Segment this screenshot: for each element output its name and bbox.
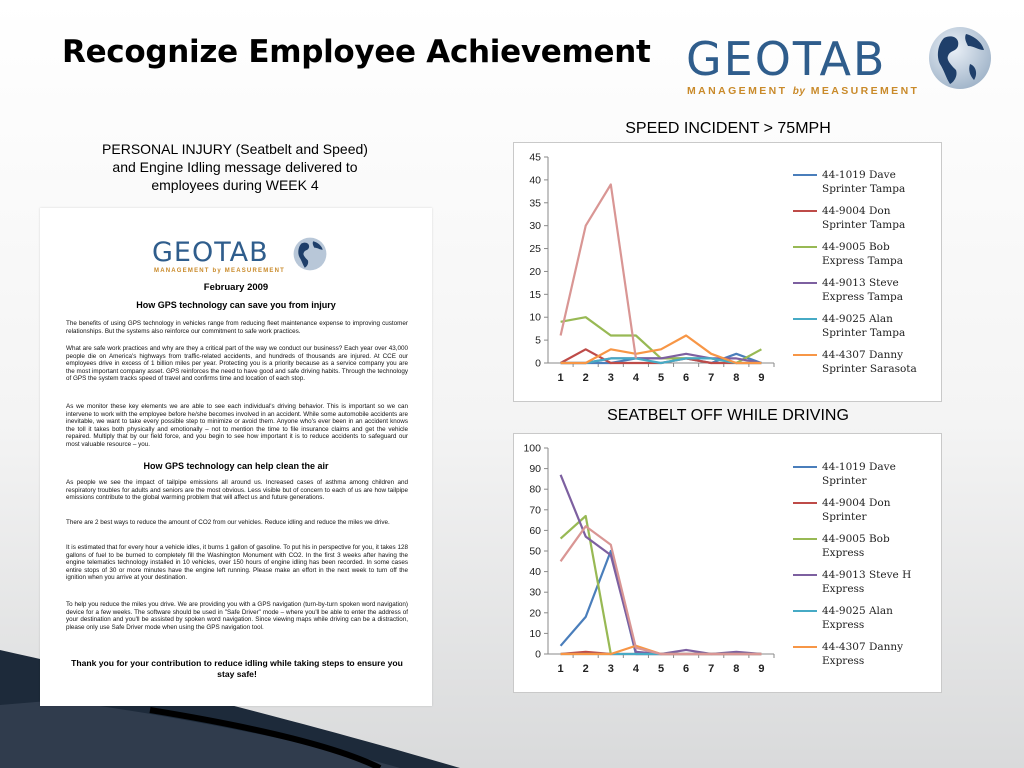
y-tick-label: 60	[529, 524, 541, 537]
legend-label: 44-9025 Alan Sprinter Tampa	[822, 313, 906, 339]
tagline-part: MANAGEMENT	[687, 85, 793, 97]
legend-swatch	[793, 282, 817, 284]
legend-label: 44-1019 Dave Sprinter	[822, 461, 896, 487]
y-tick-label: 10	[529, 311, 541, 324]
x-tick-label: 6	[683, 663, 690, 675]
x-tick-label: 5	[657, 372, 665, 384]
newsletter-paragraph: It is estimated that for every hour a vehicle idles, it burns 1 gallon of gasoline. To put his in perspective for you, it takes 128 gallons of fuel to be burned to completely fill the Washington Monument with CO2. In the first 3 weeks after having the engine telematics technology installed in 10 vehicles, over 150 hours of engine idling has been recorded. In some cases entire stops of 30 or more minutes have the engine left running. Please make an effort in the next week to turn off the ignition when you arrive at your destination.	[66, 544, 408, 582]
x-tick-label: 9	[758, 663, 765, 675]
legend-label: 44-9013 Steve H Express	[822, 569, 912, 595]
y-tick-label: 80	[529, 483, 541, 496]
caption-text: PERSONAL INJURY (Seatbelt and Speed) and Engine Idling message delivered to employees during WEEK 4	[102, 141, 368, 193]
page-title: Recognize Employee Achievement	[62, 34, 651, 70]
chart-legend	[793, 168, 933, 384]
x-tick-label: 8	[733, 663, 740, 675]
newsletter-paragraph: There are 2 best ways to reduce the amount of CO2 from our vehicles. Reduce idling and reduce the miles we drive.	[66, 519, 390, 526]
y-tick-label: 40	[529, 174, 541, 187]
legend-swatch	[793, 538, 817, 540]
x-tick-label: 5	[657, 663, 665, 675]
chart-title-speed: SPEED INCIDENT > 75MPH	[625, 120, 831, 137]
x-tick-label: 3	[607, 372, 614, 384]
newsletter-logo-tagline: MANAGEMENT by MEASUREMENT	[154, 268, 286, 274]
y-tick-label: 70	[529, 504, 541, 517]
y-tick-label: 45	[529, 151, 541, 164]
series-line	[561, 185, 636, 359]
series-line	[561, 551, 762, 654]
speed-incident-chart	[513, 142, 942, 402]
newsletter-paragraph: What are safe work practices and why are they a critical part of the way we conduct our business? Each year over 43,000 people die on America's highways from traffic-related accidents, and hundreds of thousands are injured. At CCE our employees drive in excess of 1 billion miles per year. Protecting you is a priority because as a service company you are the most important company asset. GPS reinforces the need to have good and safe driving habits. Through the technology of GPS the system tracks speed of travel and confirms time and location of each stop.	[66, 345, 408, 383]
legend-label: 44-9005 Bob Express	[822, 533, 890, 559]
y-tick-label: 50	[529, 545, 541, 558]
newsletter-paragraph: As we monitor these key elements we are able to see each individual's driving behavior. This is important so we can intervene to work with the employee before he/she becomes involved in an accident. While some automobile accidents are inevitable, we want to take every possible step to minimize or avoid them. Anyone who's ever been in an accident knows the toll it takes both physically and emotionally – not to mention the time to file insurance claims and get the vehicle repaired. Multiply that by our field force, and you begin to see how important it is to reduce accidents to safeguard our most valuable resource – you.	[66, 403, 408, 448]
legend-swatch	[793, 466, 817, 468]
legend-label: 44-9013 Steve Express Tampa	[822, 277, 904, 303]
legend-swatch	[793, 318, 817, 320]
newsletter-logo-wordmark: GEOTAB	[152, 237, 269, 268]
newsletter-document	[40, 208, 432, 706]
y-tick-label: 5	[535, 334, 541, 347]
tagline-part: MEASUREMENT	[805, 85, 920, 97]
legend-swatch	[793, 574, 817, 576]
chart-legend	[793, 460, 933, 676]
legend-swatch	[793, 354, 817, 356]
x-tick-label: 2	[582, 663, 589, 675]
x-tick-label: 3	[607, 663, 614, 675]
legend-swatch	[793, 610, 817, 612]
legend-label: 44-9025 Alan Express	[822, 605, 893, 631]
legend-label: 44-1019 Dave Sprinter Tampa	[822, 169, 906, 195]
series-line	[561, 475, 762, 654]
x-tick-label: 7	[708, 663, 715, 675]
globe-icon	[926, 24, 994, 92]
seatbelt-chart	[513, 433, 942, 693]
x-tick-label: 6	[683, 372, 690, 384]
y-tick-label: 100	[523, 442, 541, 455]
y-tick-label: 10	[529, 627, 541, 640]
newsletter-paragraph: As people we see the impact of tailpipe emissions all around us. Increased cases of asthma among children and respiratory troubles for adults and seniors are the most obvious. Less visible but of concern to each of us are how tailpipe emissions contribute to the global warming problem that will affect us and future generations.	[66, 479, 408, 502]
legend-swatch	[793, 210, 817, 212]
geotab-logo	[682, 24, 994, 102]
legend-label: 44-9004 Don Sprinter	[822, 497, 891, 523]
newsletter-heading-air: How GPS technology can help clean the air	[143, 461, 329, 471]
newsletter-paragraph: To help you reduce the miles you drive. We are providing you with a GPS navigation (turn-by-turn spoken word navigation) device for a few weeks. The software should be used in "Safe Driver" mode – where you'll be able to enter the address of your destination and you'll be assisted by spoken word navigation. Since viewing maps while driving can be a distraction, please only use Safe Driver mode when using the GPS navigation tool.	[66, 601, 408, 631]
legend-swatch	[793, 174, 817, 176]
legend-label: 44-4307 Danny Express	[822, 641, 904, 667]
globe-icon	[292, 236, 328, 272]
tagline-by: by	[792, 86, 806, 97]
logo-wordmark: GEOTAB	[686, 32, 887, 86]
y-tick-label: 25	[529, 243, 541, 256]
y-tick-label: 20	[529, 607, 541, 620]
x-tick-label: 8	[733, 372, 740, 384]
x-tick-label: 4	[632, 372, 639, 384]
legend-swatch	[793, 502, 817, 504]
x-tick-label: 9	[758, 372, 765, 384]
chart-axis	[548, 157, 774, 363]
legend-label: 44-4307 Danny Sprinter Sarasota	[822, 349, 917, 375]
y-tick-label: 90	[529, 463, 541, 476]
x-tick-label: 7	[708, 372, 715, 384]
x-tick-label: 1	[557, 372, 564, 384]
chart-title-seatbelt: SEATBELT OFF WHILE DRIVING	[607, 407, 849, 424]
y-tick-label: 0	[535, 648, 541, 661]
y-tick-label: 40	[529, 566, 541, 579]
legend-label: 44-9005 Bob Express Tampa	[822, 241, 904, 267]
x-tick-label: 1	[557, 663, 564, 675]
logo-tagline	[687, 85, 919, 97]
y-tick-label: 15	[529, 288, 541, 301]
y-tick-label: 20	[529, 265, 541, 278]
chart-axis	[548, 448, 774, 654]
newsletter-heading-injury: How GPS technology can save you from injury	[136, 300, 336, 310]
legend-label: 44-9004 Don Sprinter Tampa	[822, 205, 906, 231]
y-tick-label: 30	[529, 586, 541, 599]
x-tick-label: 4	[632, 663, 639, 675]
legend-swatch	[793, 646, 817, 648]
legend-swatch	[793, 246, 817, 248]
newsletter-logo	[152, 236, 332, 278]
newsletter-paragraph: The benefits of using GPS technology in vehicles range from reducing fleet maintenance expense to improving customer relationships. But the systems also reinforce our commitment to safe work practices.	[66, 320, 408, 335]
newsletter-date: February 2009	[203, 282, 269, 293]
y-tick-label: 35	[529, 197, 541, 210]
y-tick-label: 0	[535, 357, 541, 370]
x-tick-label: 2	[582, 372, 589, 384]
y-tick-label: 30	[529, 220, 541, 233]
newsletter-closing: Thank you for your contribution to reduce idling while taking steps to ensure you stay safe!	[71, 658, 403, 679]
